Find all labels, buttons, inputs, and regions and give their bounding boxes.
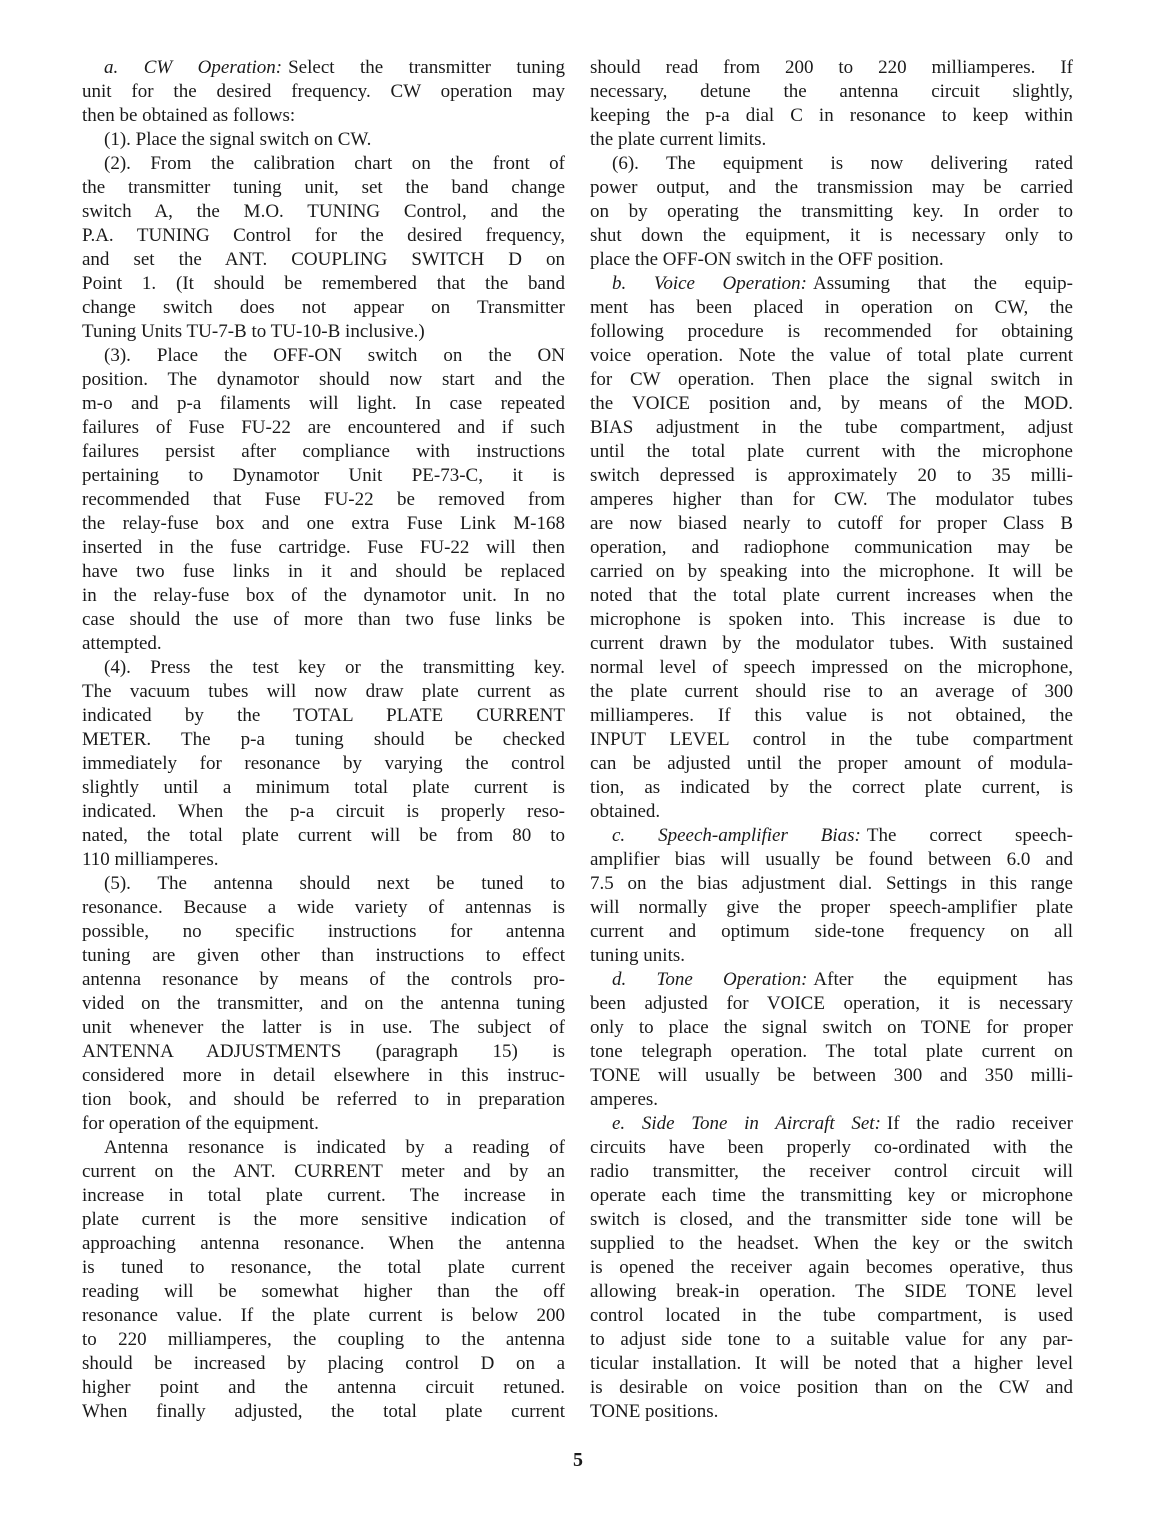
line-text: control located in the tube compartment, is used: [590, 1305, 1073, 1326]
line-text: carried on by speaking into the microphone. It will be: [590, 561, 1073, 582]
right-column: [590, 56, 1073, 1424]
line-text: unit whenever the latter is in use. The subject of: [82, 1017, 565, 1038]
line-text: only to place the signal switch on TONE for proper: [590, 1017, 1073, 1038]
text-line: [82, 104, 565, 128]
line-text: the relay-fuse box and one extra Fuse Link M-168: [82, 513, 565, 534]
text-line: [590, 368, 1073, 392]
paragraph: [82, 152, 565, 344]
section-heading: a. CW Operation:: [104, 57, 283, 78]
text-line: [590, 1088, 1073, 1112]
text-line: [590, 1304, 1073, 1328]
line-text: unit for the desired frequency. CW operation may: [82, 81, 565, 102]
text-line: [82, 1160, 565, 1184]
text-line: [590, 680, 1073, 704]
line-text: approaching antenna resonance. When the antenna: [82, 1233, 565, 1254]
paragraph: [82, 344, 565, 656]
text-line: [590, 1016, 1073, 1040]
line-text: for CW operation. Then place the signal switch in: [590, 369, 1073, 390]
line-text: switch depressed is approximately 20 to 35 milli-: [590, 465, 1073, 486]
text-line: [590, 344, 1073, 368]
text-line: [590, 632, 1073, 656]
text-line: [590, 1352, 1073, 1376]
line-text: vided on the transmitter, and on the antenna tuning: [82, 993, 565, 1014]
line-text: considered more in detail elsewhere in this instruc-: [82, 1065, 565, 1086]
text-line: [82, 512, 565, 536]
line-text: TONE will usually be between 300 and 350 milli-: [590, 1065, 1073, 1086]
text-line: [82, 944, 565, 968]
text-line: [82, 800, 565, 824]
line-text: obtained.: [590, 801, 661, 822]
text-line: [82, 776, 565, 800]
text-line: [82, 1376, 565, 1400]
section-heading: d. Tone Operation:: [612, 969, 808, 990]
line-text: recommended that Fuse FU-22 be removed from: [82, 489, 565, 510]
line-text: on by operating the transmitting key. In order to: [590, 201, 1073, 222]
line-text: pertaining to Dynamotor Unit PE-73-C, it is: [82, 465, 565, 486]
text-line: [82, 1280, 565, 1304]
paragraph: [590, 968, 1073, 1112]
line-text: inserted in the fuse cartridge. Fuse FU-22 will then: [82, 537, 565, 558]
text-line: [82, 248, 565, 272]
text-line: [82, 680, 565, 704]
line-text: place the OFF-ON switch in the OFF position.: [590, 249, 944, 270]
text-line: [590, 608, 1073, 632]
text-line: [82, 608, 565, 632]
line-text: position. The dynamotor should now start and the: [82, 369, 565, 390]
line-text: following procedure is recommended for obtaining: [590, 321, 1073, 342]
line-text: the transmitter tuning unit, set the band change: [82, 177, 565, 198]
line-text: switch is closed, and the transmitter side tone will be: [590, 1209, 1073, 1230]
text-line: [82, 1400, 565, 1424]
text-line: [590, 584, 1073, 608]
line-text: allowing break-in operation. The SIDE TONE level: [590, 1281, 1073, 1302]
text-line: [590, 152, 1073, 176]
page-number: 5: [573, 1449, 583, 1471]
line-text: (1). Place the signal switch on CW.: [104, 129, 372, 150]
text-line: [82, 584, 565, 608]
text-line: [82, 1352, 565, 1376]
text-line: [82, 296, 565, 320]
text-line: [590, 848, 1073, 872]
text-line: [590, 176, 1073, 200]
left-column: [82, 56, 565, 1424]
line-text: Antenna resonance is indicated by a reading of: [104, 1137, 565, 1158]
line-text: is tuned to resonance, the total plate current: [82, 1257, 565, 1278]
text-line: [82, 56, 565, 80]
text-line: [82, 368, 565, 392]
line-text: antenna resonance by means of the controls pro-: [82, 969, 565, 990]
text-line: [590, 272, 1073, 296]
text-line: [82, 824, 565, 848]
line-text: change switch does not appear on Transmitter: [82, 297, 565, 318]
text-line: [82, 656, 565, 680]
text-line: [82, 1064, 565, 1088]
text-line: [590, 1400, 1073, 1424]
line-text: to 220 milliamperes, the coupling to the antenna: [82, 1329, 565, 1350]
line-text: Select the transmitter tuning: [288, 57, 565, 78]
line-text: voice operation. Note the value of total plate current: [590, 345, 1073, 366]
line-text: and set the ANT. COUPLING SWITCH D on: [82, 249, 565, 270]
line-text: current drawn by the modulator tubes. With sustained: [590, 633, 1073, 654]
text-line: [590, 392, 1073, 416]
line-text: the plate current should rise to an average of 300: [590, 681, 1073, 702]
line-text: If the radio receiver: [886, 1113, 1073, 1134]
line-text: (4). Press the test key or the transmitting key.: [104, 657, 565, 678]
text-line: [82, 560, 565, 584]
text-line: [82, 1256, 565, 1280]
paragraph: [590, 1112, 1073, 1424]
line-text: is opened the receiver again becomes operative, thus: [590, 1257, 1073, 1278]
line-text: have two fuse links in it and should be replaced: [82, 561, 565, 582]
text-line: [82, 1184, 565, 1208]
line-text: will normally give the proper speech-amplifier plate: [590, 897, 1073, 918]
text-line: [590, 296, 1073, 320]
text-line: [590, 536, 1073, 560]
text-line: [590, 968, 1073, 992]
text-line: [590, 704, 1073, 728]
text-line: [590, 1112, 1073, 1136]
line-text: amperes higher than for CW. The modulator tubes: [590, 489, 1073, 510]
text-line: [82, 392, 565, 416]
line-text: power output, and the transmission may be carried: [590, 177, 1073, 198]
text-line: [82, 464, 565, 488]
text-line: [82, 896, 565, 920]
text-line: [590, 440, 1073, 464]
text-line: [82, 320, 565, 344]
text-line: [590, 1232, 1073, 1256]
line-text: milliamperes. If this value is not obtained, the: [590, 705, 1073, 726]
text-line: [590, 320, 1073, 344]
text-line: [82, 1136, 565, 1160]
text-line: [590, 824, 1073, 848]
line-text: to adjust side tone to a suitable value for any par-: [590, 1329, 1073, 1350]
text-line: [590, 872, 1073, 896]
line-text: the plate current limits.: [590, 129, 767, 150]
line-text: indicated by the TOTAL PLATE CURRENT: [82, 705, 565, 726]
text-line: [590, 512, 1073, 536]
line-text: microphone is spoken into. This increase is due to: [590, 609, 1073, 630]
text-line: [590, 920, 1073, 944]
line-text: higher point and the antenna circuit retuned.: [82, 1377, 565, 1398]
text-line: [82, 536, 565, 560]
text-line: [82, 1040, 565, 1064]
line-text: operate each time the transmitting key or microphone: [590, 1185, 1073, 1206]
line-text: ment has been placed in operation on CW, the: [590, 297, 1073, 318]
text-line: [590, 992, 1073, 1016]
line-text: been adjusted for VOICE operation, it is necessary: [590, 993, 1073, 1014]
line-text: m-o and p-a filaments will light. In case repeated: [82, 393, 565, 414]
text-line: [82, 272, 565, 296]
text-line: [82, 1328, 565, 1352]
line-text: failures of Fuse FU-22 are encountered and if such: [82, 417, 565, 438]
text-line: [590, 1064, 1073, 1088]
line-text: 110 milliamperes.: [82, 849, 219, 870]
text-line: [82, 224, 565, 248]
text-line: [82, 872, 565, 896]
section-heading: e. Side Tone in Aircraft Set:: [612, 1113, 881, 1134]
text-line: [590, 1136, 1073, 1160]
line-text: until the total plate current with the microphone: [590, 441, 1073, 462]
line-text: 7.5 on the bias adjustment dial. Settings in this range: [590, 873, 1073, 894]
line-text: Point 1. (It should be remembered that the band: [82, 273, 565, 294]
line-text: After the equipment has: [813, 969, 1073, 990]
line-text: are now biased nearly to cutoff for proper Class B: [590, 513, 1073, 534]
line-text: keeping the p-a dial C in resonance to keep within: [590, 105, 1073, 126]
line-text: plate current is the more sensitive indication of: [82, 1209, 565, 1230]
line-text: amplifier bias will usually be found between 6.0 and: [590, 849, 1073, 870]
line-text: tuning units.: [590, 945, 686, 966]
paragraph: [82, 56, 565, 128]
text-line: [590, 1256, 1073, 1280]
line-text: amperes.: [590, 1089, 659, 1110]
line-text: switch A, the M.O. TUNING Control, and the: [82, 201, 565, 222]
line-text: ticular installation. It will be noted that a higher level: [590, 1353, 1073, 1374]
text-line: [82, 1208, 565, 1232]
text-line: [590, 776, 1073, 800]
line-text: BIAS adjustment in the tube compartment, adjust: [590, 417, 1073, 438]
text-line: [82, 344, 565, 368]
line-text: slightly until a minimum total plate current is: [82, 777, 565, 798]
line-text: radio transmitter, the receiver control circuit will: [590, 1161, 1073, 1182]
line-text: in the relay-fuse box of the dynamotor unit. In no: [82, 585, 565, 606]
line-text: indicated. When the p-a circuit is properly reso-: [82, 801, 565, 822]
line-text: attempted.: [82, 633, 162, 654]
text-line: [590, 800, 1073, 824]
line-text: should be increased by placing control D on a: [82, 1353, 565, 1374]
line-text: normal level of speech impressed on the microphone,: [590, 657, 1073, 678]
text-line: [82, 752, 565, 776]
line-text: tion book, and should be referred to in preparation: [82, 1089, 565, 1110]
text-line: [82, 80, 565, 104]
line-text: the VOICE position and, by means of the MOD.: [590, 393, 1073, 414]
text-line: [590, 416, 1073, 440]
line-text: INPUT LEVEL control in the tube compartment: [590, 729, 1073, 750]
text-line: [82, 440, 565, 464]
line-text: supplied to the headset. When the key or the switch: [590, 1233, 1073, 1254]
text-line: [82, 992, 565, 1016]
text-line: [590, 896, 1073, 920]
line-text: shut down the equipment, it is necessary only to: [590, 225, 1073, 246]
line-text: (6). The equipment is now delivering rated: [612, 153, 1073, 174]
line-text: (5). The antenna should next be tuned to: [104, 873, 565, 894]
line-text: resonance value. If the plate current is below 200: [82, 1305, 565, 1326]
text-line: [82, 200, 565, 224]
text-line: [590, 944, 1073, 968]
text-line: [590, 656, 1073, 680]
line-text: (3). Place the OFF-ON switch on the ON: [104, 345, 565, 366]
line-text: The vacuum tubes will now draw plate current as: [82, 681, 565, 702]
line-text: then be obtained as follows:: [82, 105, 296, 126]
paragraph: [82, 872, 565, 1136]
text-line: [82, 632, 565, 656]
line-text: METER. The p-a tuning should be checked: [82, 729, 565, 750]
text-line: [590, 1208, 1073, 1232]
text-line: [590, 752, 1073, 776]
text-line: [82, 488, 565, 512]
text-line: [590, 1160, 1073, 1184]
text-line: [590, 560, 1073, 584]
line-text: nated, the total plate current will be from 80 to: [82, 825, 565, 846]
paragraph: [82, 1136, 565, 1424]
text-line: [590, 1328, 1073, 1352]
line-text: P.A. TUNING Control for the desired frequency,: [82, 225, 565, 246]
text-line: [590, 224, 1073, 248]
line-text: immediately for resonance by varying the control: [82, 753, 565, 774]
line-text: tion, as indicated by the correct plate current, is: [590, 777, 1073, 798]
paragraph: [590, 824, 1073, 968]
line-text: tone telegraph operation. The total plate current on: [590, 1041, 1073, 1062]
text-line: [590, 464, 1073, 488]
paragraph: [82, 128, 565, 152]
text-line: [590, 104, 1073, 128]
text-line: [82, 176, 565, 200]
text-line: [82, 968, 565, 992]
line-text: reading will be somewhat higher than the off: [82, 1281, 565, 1302]
text-line: [590, 56, 1073, 80]
line-text: is desirable on voice position than on the CW and: [590, 1377, 1073, 1398]
text-line: [82, 728, 565, 752]
line-text: for operation of the equipment.: [82, 1113, 319, 1134]
text-line: [590, 488, 1073, 512]
line-text: ANTENNA ADJUSTMENTS (paragraph 15) is: [82, 1041, 565, 1062]
paragraph: [590, 152, 1073, 272]
line-text: current and optimum side-tone frequency on all: [590, 921, 1073, 942]
section-heading: b. Voice Operation:: [612, 273, 807, 294]
line-text: When finally adjusted, the total plate current: [82, 1401, 565, 1422]
line-text: TONE positions.: [590, 1401, 719, 1422]
text-line: [82, 848, 565, 872]
text-line: [82, 152, 565, 176]
text-line: [82, 920, 565, 944]
line-text: failures persist after compliance with instructions: [82, 441, 565, 462]
text-line: [82, 1304, 565, 1328]
line-text: possible, no specific instructions for antenna: [82, 921, 565, 942]
line-text: should read from 200 to 220 milliamperes. If: [590, 57, 1073, 78]
line-text: Assuming that the equip-: [812, 273, 1074, 294]
line-text: can be adjusted until the proper amount of modula-: [590, 753, 1073, 774]
line-text: current on the ANT. CURRENT meter and by an: [82, 1161, 565, 1182]
line-text: Tuning Units TU-7-B to TU-10-B inclusive.): [82, 321, 425, 342]
text-line: [590, 1376, 1073, 1400]
text-line: [590, 1280, 1073, 1304]
text-line: [590, 1184, 1073, 1208]
text-line: [590, 1040, 1073, 1064]
paragraph: [590, 56, 1073, 152]
line-text: operation, and radiophone communication may be: [590, 537, 1073, 558]
text-line: [590, 80, 1073, 104]
text-line: [590, 128, 1073, 152]
text-line: [82, 1232, 565, 1256]
text-line: [82, 1112, 565, 1136]
line-text: tuning are given other than instructions to effect: [82, 945, 565, 966]
text-line: [82, 704, 565, 728]
text-line: [82, 128, 565, 152]
text-line: [590, 248, 1073, 272]
line-text: The correct speech-: [866, 825, 1073, 846]
text-line: [82, 416, 565, 440]
line-text: circuits have been properly co-ordinated with the: [590, 1137, 1073, 1158]
section-heading: c. Speech-amplifier Bias:: [612, 825, 861, 846]
text-line: [82, 1016, 565, 1040]
line-text: case should the use of more than two fuse links be: [82, 609, 565, 630]
line-text: resonance. Because a wide variety of antennas is: [82, 897, 565, 918]
line-text: (2). From the calibration chart on the front of: [104, 153, 565, 174]
paragraph: [590, 272, 1073, 824]
paragraph: [82, 656, 565, 872]
text-line: [590, 200, 1073, 224]
text-line: [82, 1088, 565, 1112]
line-text: increase in total plate current. The increase in: [82, 1185, 565, 1206]
line-text: noted that the total plate current increases when the: [590, 585, 1073, 606]
text-line: [590, 728, 1073, 752]
line-text: necessary, detune the antenna circuit slightly,: [590, 81, 1073, 102]
